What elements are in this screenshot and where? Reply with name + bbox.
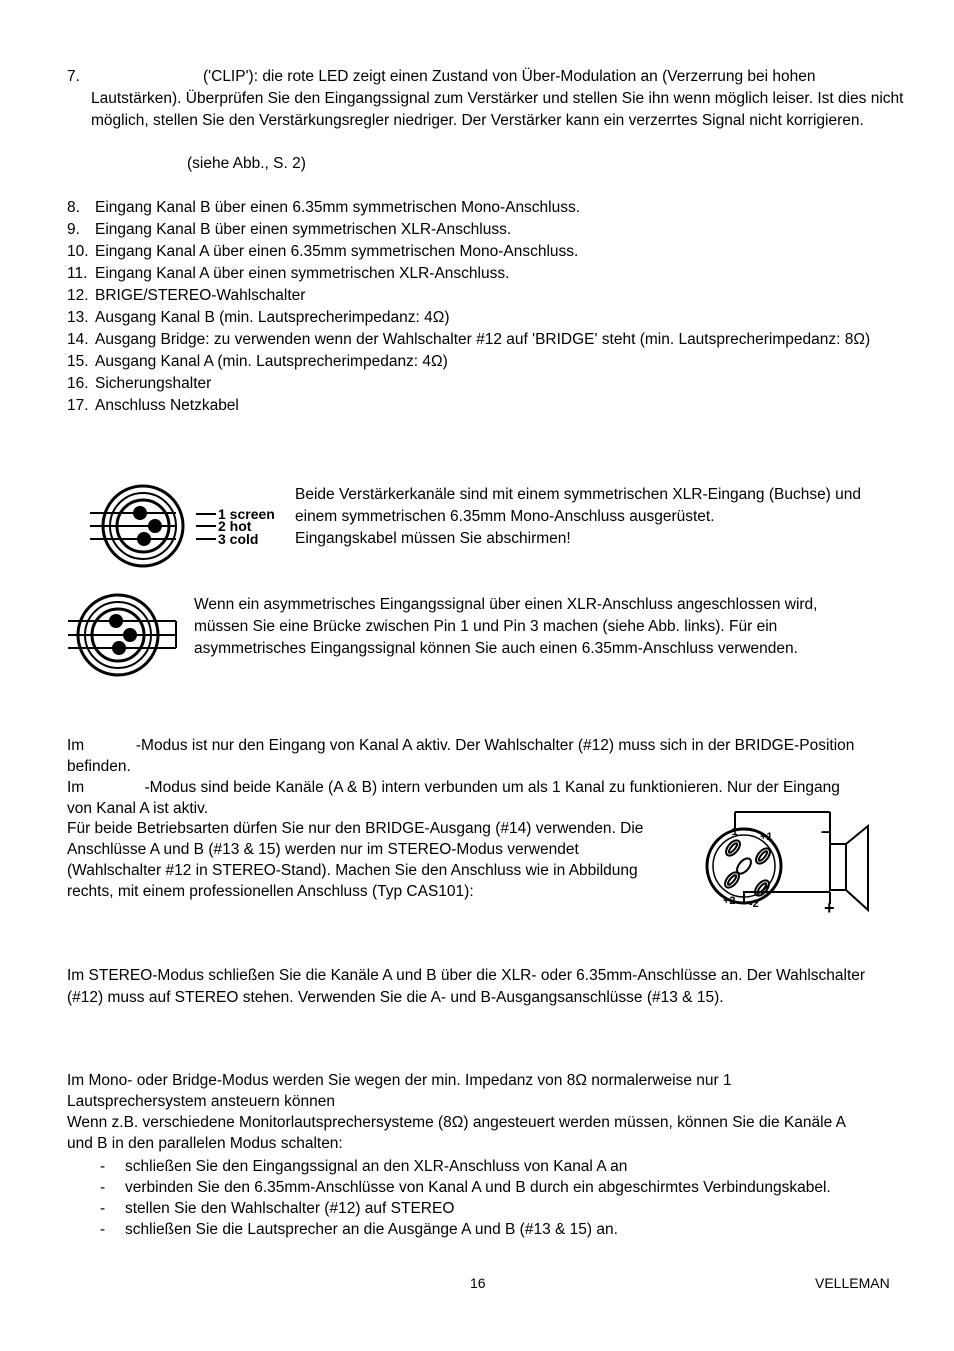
speaker-minus-sign: – — [821, 821, 832, 841]
item-7-number: 7. — [67, 68, 80, 85]
xlr-unbalanced-line3: asymmetrisches Eingangssignal können Sie auch einen 6.35mm-Anschluss verwenden. — [194, 640, 798, 657]
item-7-line1: ('CLIP'): die rote LED zeigt einen Zustand von Über-Modulation an (Verzerrung bei hohen — [203, 68, 816, 85]
list-item: 13. Ausgang Kanal B (min. Lautsprecherimpedanz: 4Ω) — [67, 309, 450, 326]
list-item: - verbinden Sie den 6.35mm-Anschlüsse von Kanal A und B durch ein abgeschirmtes Verbindungskabel. — [100, 1179, 831, 1196]
pin-label-cold: 3 cold — [218, 531, 259, 547]
brand-footer: VELLEMAN — [815, 1275, 890, 1291]
speakon-pin-plus1: +1 — [760, 831, 773, 843]
item-7-line2: Lautstärken). Überprüfen Sie den Eingangssignal zum Verstärker und stellen Sie ihn wenn möglich leiser. Ist dies nicht — [91, 90, 904, 107]
bridge-line8: rechts, mit einem professionellen Anschluss (Typ CAS101): — [67, 883, 474, 900]
list-item: 12. BRIGE/STEREO-Wahlschalter — [67, 287, 306, 304]
bridge-line2: befinden. — [67, 758, 131, 775]
xlr-unbalanced-line1: Wenn ein asymmetrisches Eingangssignal über einen XLR-Anschluss angeschlossen wird, — [194, 596, 818, 613]
xlr-balanced-diagram — [88, 482, 288, 572]
bridge-line4: von Kanal A ist aktiv. — [67, 800, 209, 817]
list-item: 14. Ausgang Bridge: zu verwenden wenn der Wahlschalter #12 auf 'BRIDGE' steht (min. Lautsprecherimpedanz: 8Ω) — [67, 331, 871, 348]
pin-label-hot: 2 hot — [218, 518, 252, 534]
parallel-steps-list — [100, 1156, 831, 1240]
list-item: - schließen Sie den Eingangssignal an den XLR-Anschluss von Kanal A an — [100, 1158, 628, 1175]
list-item: - schließen Sie die Lautsprecher an die Ausgänge A und B (#13 & 15) an. — [100, 1221, 618, 1238]
xlr-balanced-line2: einem symmetrischen 6.35mm Mono-Anschluss ausgerüstet. — [295, 508, 715, 525]
page-number: 16 — [470, 1275, 486, 1291]
see-figure-note: (siehe Abb., S. 2) — [187, 155, 306, 172]
bridge-line3: Im -Modus sind beide Kanäle (A & B) intern verbunden um als 1 Kanal zu funktionieren. Nur der Eingang — [67, 779, 840, 796]
rear-panel-list — [67, 197, 870, 417]
stereo-line1: Im STEREO-Modus schließen Sie die Kanäle A und B über die XLR- oder 6.35mm-Anschlüsse an. Der Wahlschalter — [67, 967, 866, 984]
list-item: 10. Eingang Kanal A über einen 6.35mm symmetrischen Mono-Anschluss. — [67, 243, 579, 260]
list-item: - stellen Sie den Wahlschalter (#12) auf STEREO — [100, 1200, 455, 1217]
speakon-bridge-diagram — [700, 808, 875, 916]
parallel-line1: Im Mono- oder Bridge-Modus werden Sie wegen der min. Impedanz von 8Ω normalerweise nur 1 — [67, 1072, 732, 1089]
list-item: 9. Eingang Kanal B über einen symmetrischen XLR-Anschluss. — [67, 221, 512, 238]
xlr-unbalanced-diagram — [66, 590, 186, 680]
item-7-line3: möglich, stellen Sie den Verstärkungsregler niedriger. Der Verstärker kann ein verzerrtes Signal nicht korrigieren. — [91, 112, 864, 129]
bridge-line5: Für beide Betriebsarten dürfen Sie nur den BRIDGE-Ausgang (#14) verwenden. Die — [67, 820, 644, 837]
speakon-pin-plus2: +2 — [723, 895, 736, 907]
parallel-line2: Lautsprechersystem ansteuern können — [67, 1093, 335, 1110]
list-item: 11. Eingang Kanal A über einen symmetrischen XLR-Anschluss. — [67, 265, 510, 282]
speakon-pin-minus2: -2 — [749, 898, 759, 910]
bridge-line6: Anschlüsse A und B (#13 & 15) werden nur im STEREO-Modus verwendet — [67, 841, 579, 858]
list-item: 17. Anschluss Netzkabel — [67, 397, 239, 414]
list-item: 8. Eingang Kanal B über einen 6.35mm symmetrischen Mono-Anschluss. — [67, 199, 581, 216]
list-item: 16. Sicherungshalter — [67, 375, 212, 392]
xlr-unbalanced-line2: müssen Sie eine Brücke zwischen Pin 1 und Pin 3 machen (siehe Abb. links). Für ein — [194, 618, 778, 635]
xlr-balanced-line3: Eingangskabel müssen Sie abschirmen! — [295, 530, 571, 547]
bridge-line1: Im -Modus ist nur den Eingang von Kanal A aktiv. Der Wahlschalter (#12) muss sich in der BRIDGE-Position — [67, 737, 855, 754]
list-item: 15. Ausgang Kanal A (min. Lautsprecherimpedanz: 4Ω) — [67, 353, 448, 370]
stereo-line2: (#12) muss auf STEREO stehen. Verwenden Sie die A- und B-Ausgangsanschlüsse (#13 & 15). — [67, 989, 724, 1006]
speaker-plus-sign: + — [824, 898, 835, 918]
parallel-line4: und B in den parallelen Modus schalten: — [67, 1135, 343, 1152]
speakon-pin-minus1: -1 — [728, 826, 738, 838]
parallel-line3: Wenn z.B. verschiedene Monitorlautsprechersysteme (8Ω) angesteuert werden müssen, können Sie die Kanäle A — [67, 1114, 846, 1131]
xlr-balanced-line1: Beide Verstärkerkanäle sind mit einem symmetrischen XLR-Eingang (Buchse) und — [295, 486, 862, 503]
pin-label-screen: 1 screen — [218, 506, 275, 522]
bridge-line7: (Wahlschalter #12 in STEREO-Stand). Machen Sie den Anschluss wie in Abbildung — [67, 862, 638, 879]
